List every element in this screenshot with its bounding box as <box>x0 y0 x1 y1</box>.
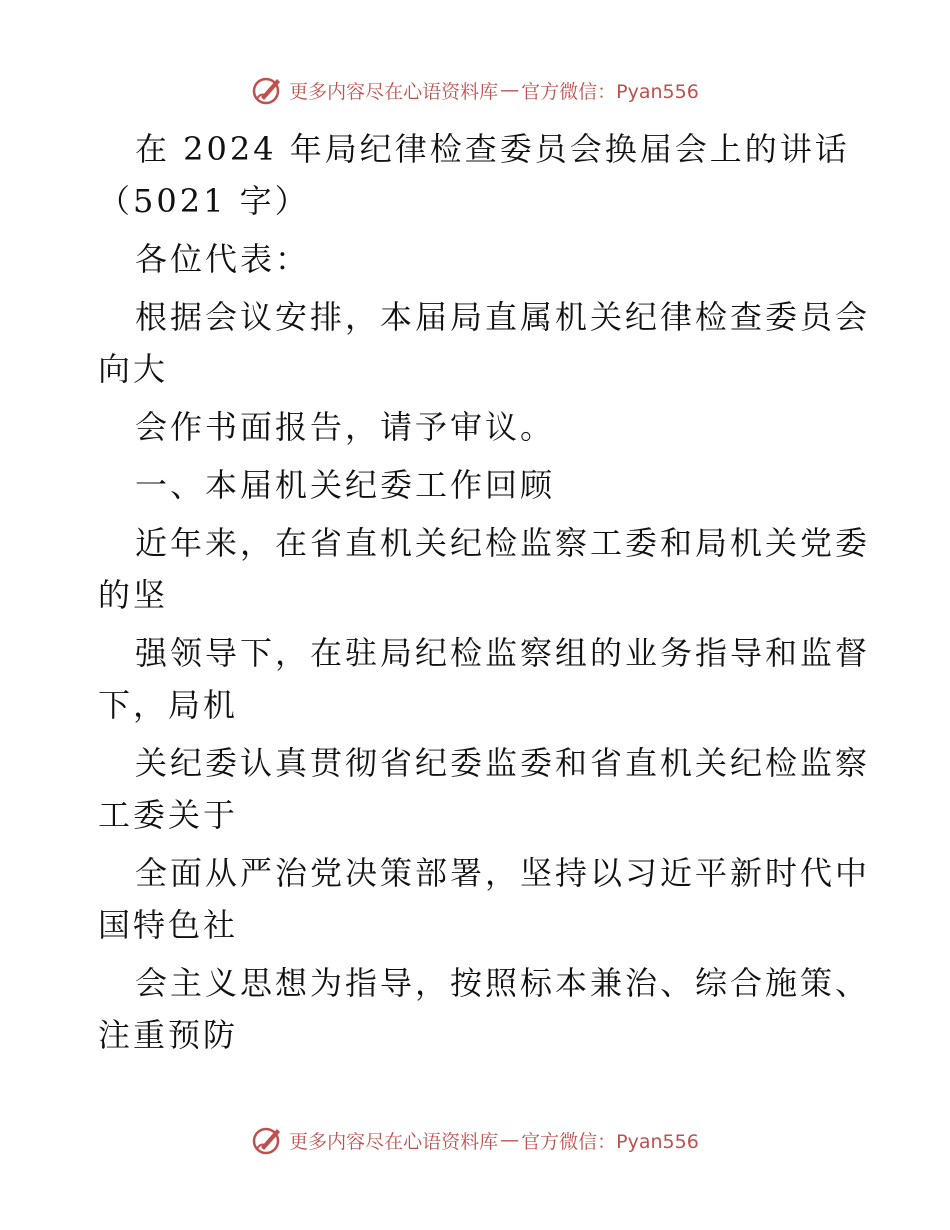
paragraph-line: 会作书面报告，请予审议。 <box>135 408 556 446</box>
watermark-text: 更多内容尽在心语资料库 <box>289 1130 499 1153</box>
watermark-separator: — <box>500 1129 520 1151</box>
paragraph-line: 近年来，在省直机关纪检监察工委和局机关党委 <box>135 524 871 562</box>
watermark-text: 更多内容尽在心语资料库 <box>289 80 499 103</box>
paragraph-line: 注重预防 <box>98 1016 239 1054</box>
watermark-wechat: 官方微信：Pyan556 <box>521 1130 699 1153</box>
watermark-banner-top <box>0 70 950 110</box>
paragraph-line: 关纪委认真贯彻省纪委监委和省直机关纪检监察 <box>135 744 871 782</box>
paragraph-line: 根据会议安排，本届局直属机关纪律检查委员会 <box>135 298 871 336</box>
watermark-wechat: 官方微信：Pyan556 <box>521 80 699 103</box>
watermark-separator: — <box>500 79 520 101</box>
document-word-count: （5021 字） <box>98 182 310 220</box>
paragraph-line: 国特色社 <box>98 906 239 944</box>
paragraph-line: 向大 <box>98 350 169 388</box>
paragraph-line: 全面从严治党决策部署，坚持以习近平新时代中 <box>135 854 871 892</box>
salutation: 各位代表： <box>135 240 311 278</box>
document-title: 在 2024 年局纪律检查委员会换届会上的讲话 <box>135 130 850 168</box>
paragraph-line: 的坚 <box>98 576 169 614</box>
quill-logo-icon <box>251 1123 285 1157</box>
document-body <box>98 123 871 1061</box>
quill-logo-icon <box>251 73 285 107</box>
section-heading: 一、本届机关纪委工作回顾 <box>135 466 556 504</box>
paragraph-line: 会主义思想为指导，按照标本兼治、综合施策、 <box>135 964 871 1002</box>
watermark-banner-bottom <box>0 1120 950 1160</box>
paragraph-line: 强领导下，在驻局纪检监察组的业务指导和监督 <box>135 634 871 672</box>
paragraph-line: 下，局机 <box>98 686 239 724</box>
paragraph-line: 工委关于 <box>98 796 239 834</box>
